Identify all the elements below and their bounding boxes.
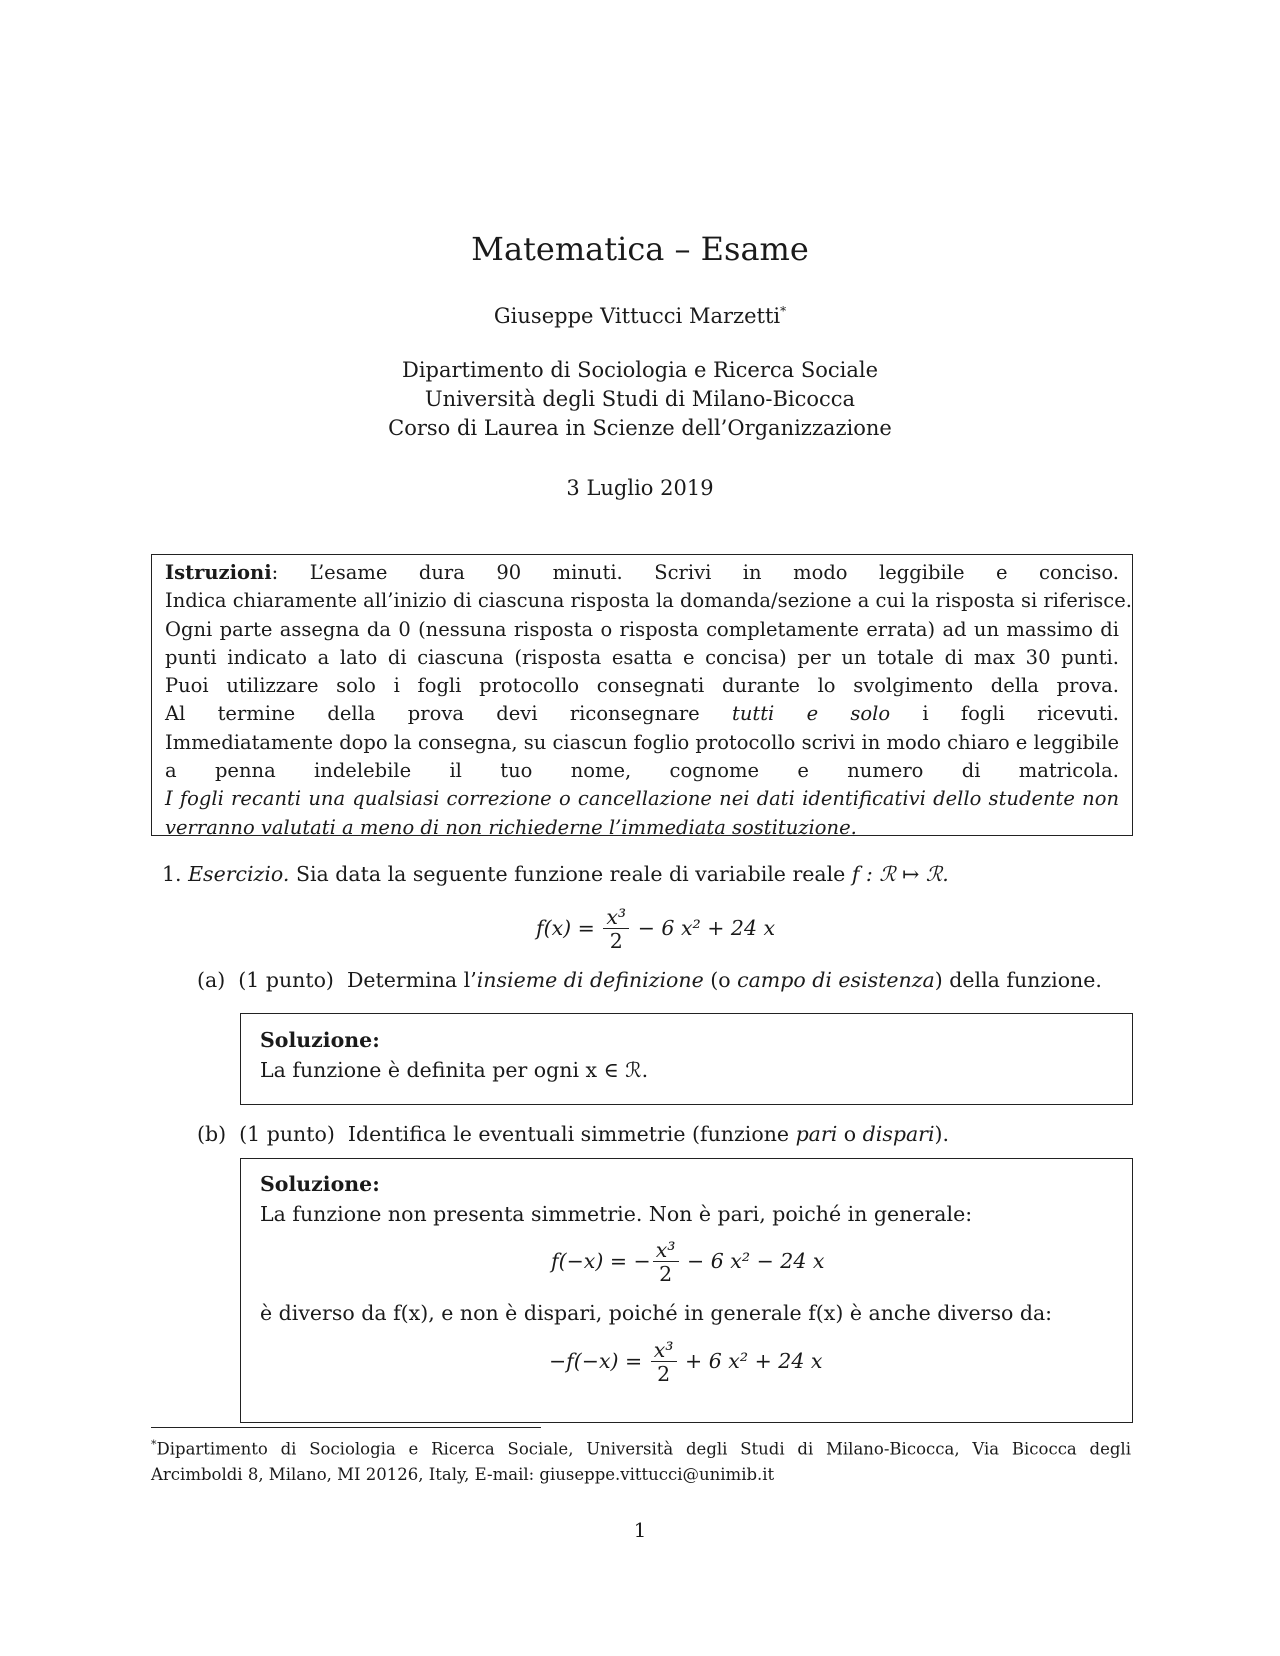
exercise-domain: f : ℛ ↦ ℛ.: [851, 862, 949, 886]
equation-f-minus-x: f(−x) = − $\frac{\text{x³}}{2}$ − 6 x² − 24 x: [551, 1238, 825, 1286]
instructions-line: a penna indelebile il tuo nome, cognome e numero di matricola.: [165, 759, 1119, 783]
instructions-line: Al termine della prova devi riconsegnare tutti e solo i fogli ricevuti.: [165, 702, 1119, 726]
page-title: Matematica – Esame: [471, 230, 809, 268]
instructions-line: punti indicato a lato di ciascuna (risposta esatta e concisa) per un totale di max 30 punti.: [165, 645, 1119, 669]
author-name: Giuseppe Vittucci Marzetti: [493, 304, 781, 328]
solution-label: Soluzione:: [260, 1172, 380, 1196]
footnote: [151, 1432, 1131, 1487]
solution-text: La funzione non presenta simmetrie. Non è pari, poiché in generale:: [260, 1202, 973, 1226]
part-b-question: (b) (1 punto) Identifica le eventuali simmetrie (funzione pari o dispari).: [197, 1122, 950, 1146]
instructions-line: I fogli recanti una qualsiasi correzione o cancellazione nei dati identificativi dello studente non: [165, 787, 1119, 811]
solution-box-a: [240, 1013, 1133, 1105]
footnote-line: *Dipartimento di Sociologia e Ricerca Sociale, Università degli Studi di Milano-Bicocca, Via Bicocca degli: [151, 1438, 1131, 1459]
exam-date: 3 Luglio 2019: [566, 476, 714, 500]
instructions-line: Immediatamente dopo la consegna, su ciascun foglio protocollo scrivi in modo chiaro e leggibile: [165, 730, 1119, 754]
page-number: 1: [633, 1518, 647, 1542]
instructions-line: verranno valutati a meno di non richiederne l’immediata sostituzione.: [165, 815, 857, 839]
footnote-line: Arcimboldi 8, Milano, MI 20126, Italy, E-mail: giuseppe.vittucci@unimib.it: [151, 1464, 775, 1484]
instructions-line: Indica chiaramente all’inizio di ciascuna risposta la domanda/sezione a cui la risposta si riferisce.: [165, 589, 1132, 613]
part-a-question: (a) (1 punto) Determina l’insieme di definizione (o campo di esistenza) della funzione.: [197, 968, 1102, 992]
instructions-line: Puoi utilizzare solo i fogli protocollo consegnati durante lo svolgimento della prova.: [165, 674, 1119, 698]
fraction: $\frac{\text{x³}}{2}$: [603, 906, 629, 953]
instructions-line: Ogni parte assegna da 0 (nessuna risposta o risposta completamente errata) ad un massimo di: [165, 617, 1119, 641]
exercise-statement: [162, 862, 949, 886]
footnote-mark: *: [151, 1438, 157, 1451]
solution-text: La funzione è definita per ogni x ∈ ℛ.: [260, 1058, 649, 1082]
affiliation-block: [0, 356, 1280, 443]
equation-minus-f-minus-x: −f(−x) = $\frac{\text{x³}}{2}$ + 6 x² + 24 x: [549, 1338, 823, 1386]
affiliation-course: Corso di Laurea in Scienze dell’Organizzazione: [388, 416, 892, 440]
instructions-label: Istruzioni: [165, 561, 272, 584]
affiliation-department: Dipartimento di Sociologia e Ricerca Sociale: [401, 358, 879, 382]
function-formula: f(x) = $\frac{\text{x³}}{2}$ − 6 x² + 24 x: [536, 905, 776, 953]
exercise-intro: Sia data la seguente funzione reale di variabile reale: [295, 862, 846, 886]
author-line: [0, 304, 1280, 328]
instructions-box: [151, 554, 1133, 839]
footnote-rule: [151, 1427, 541, 1428]
fraction: $\frac{\text{x³}}{2}$: [651, 1339, 677, 1386]
solution-text: è diverso da f(x), e non è dispari, poiché in generale f(x) è anche diverso da:: [260, 1301, 1053, 1325]
affiliation-university: Università degli Studi di Milano-Bicocca: [424, 387, 856, 411]
solution-box-b: [240, 1158, 1133, 1423]
fraction: $\frac{\text{x³}}{2}$: [653, 1239, 679, 1286]
instructions-line: Istruzioni: L’esame dura 90 minuti. Scrivi in modo leggibile e conciso.: [165, 561, 1119, 584]
exercise-number: 1.: [162, 862, 182, 886]
author-footnote-mark: *: [780, 304, 787, 318]
solution-label: Soluzione:: [260, 1028, 380, 1052]
exercise-label: Esercizio.: [188, 862, 290, 886]
